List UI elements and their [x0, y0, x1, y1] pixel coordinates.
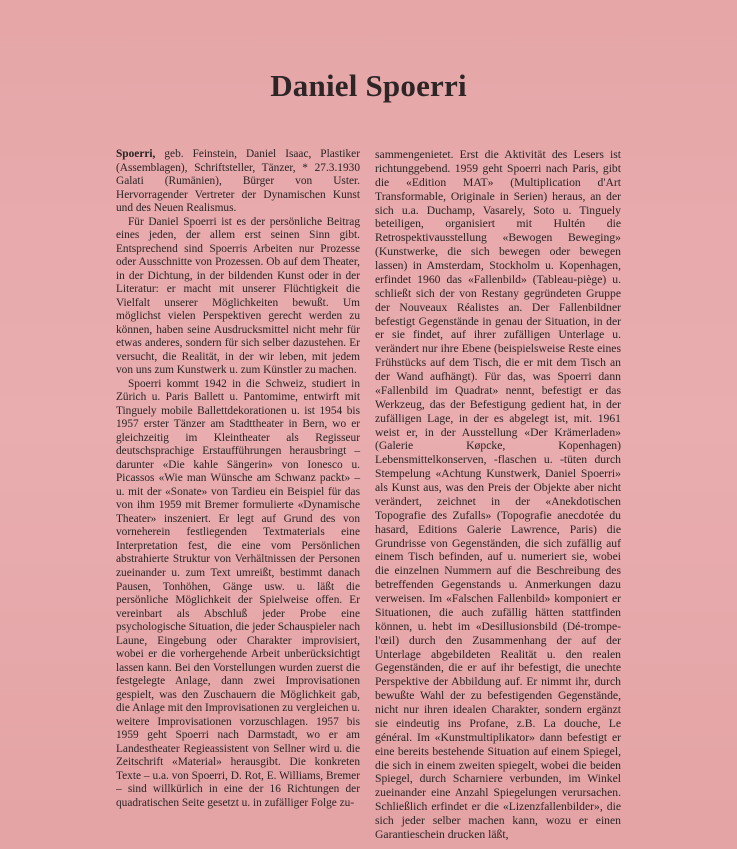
right-text-column — [375, 148, 621, 842]
page-title: Daniel Spoerri — [270, 68, 467, 103]
body-paragraph: Für Daniel Spoerri ist es der persönliche Beitrag eines jeden, der allem erst seinen Sinn gibt. Entsprechend sind Spoerris Arbeiten nur Prozesse oder Ausschnitte von Prozessen. Ob auf dem Theater, in der Dichtung, in der bildenden Kunst oder in der Literatur: er macht mit unserer Flüchtigkeit die Vielfalt unserer Möglichkeiten bewußt. Um möglichst vielen Perspektiven gerecht werden zu können, haben seine Ausdrucksmittel nicht mehr für etwas anderes, sondern für sich selber dazustehen. Er versucht, die Realität, in der wir leben, mit jedem von uns zum Kunstwerk u. zum Künstler zu machen. — [116, 215, 360, 377]
entry-paragraph — [116, 148, 360, 216]
body-paragraph: sammengenietet. Erst die Aktivität des Lesers ist richtunggebend. 1959 geht Spoerri nach Paris, gibt die «Edition MAT» (Multiplication d'Art Transformable, Originale in Serien) heraus, an der sich u.a. Duchamp, Vasarely, Soto u. Tinguely beteiligen, organisiert mit Hultén die Retrospektivausstellung «Bewogen Beweging» (Kunstwerke, die sich bewegen oder bewegen lassen) in Amsterdam, Stockholm u. Kopenhagen, erfindet 1960 das «Fallenbild» (Tableau-piège) u. schließt sich der von Restany gegründeten Gruppe der Nouveaux Réalistes an. Der Fallenbildner befestigt Gegenstände in genau der Situation, in der er sie findet, auf ihrer zufälligen Unterlage u. verändert nur ihre Ebene (beispielsweise Reste eines Frühstücks auf dem Tisch, die er mit dem Tisch an der Wand aufhängt). Für das, was Spoerri dann «Fallenbild im Quadrat» nennt, befestigt er das Werkzeug, das der Befestigung gedient hat, in der zufälligen Lage, in der es abgelegt ist, mit. 1961 weist er, in der Ausstellung «Der Krämerladen» (Galerie Køpcke, Kopenhagen) Lebensmittelkonserven, -flaschen u. -tüten durch Stempelung «Achtung Kunstwerk, Daniel Spoerri» als Kunst aus, was den Preis der Objekte aber nicht verändert, zeichnet in der «Anekdotischen Topografie des Zufalls» (Topografie anecdotée du hasard, Editions Galerie Lawrence, Paris) die Grundrisse von Gegenständen, die sich zufällig auf einem Tisch befinden, auf u. numeriert sie, wobei die einzelnen Nummern auf die Beschreibung des betreffenden Gegenstands u. Anmerkungen dazu verweisen. Im «Falschen Fallenbild» komponiert er Situationen, die auch zufällig hätten stattfinden können, u. hebt im «Desillusionsbild (Dé-trompe-l'œil) durch den Zusammenhang der auf der Unterlage abgebildeten Realität u. den realen Gegenständen, die er auf ihr befestigt, die unechte Perspektive der Abbildung auf. Er nimmt ihr, durch bewußte Wahl der zu befestigenden Gegenstände, nicht nur ihren idealen Charakter, sondern ergänzt sie eindeutig ins Profane, z.B. La douche, Le général. Im «Kunstmultiplikator» dann befestigt er eine bereits bestehende Situation auf einem Spiegel, die sich in einem zweiten spiegelt, wobei die beiden Spiegel, durch Scharniere verbunden, im Winkel zueinander eine Anzahl Spiegelungen verursachen. Schließlich erfindet er die «Lizenzfallenbilder», die sich jeder selber machen kann, wozu er einen Garantieschein drucken läßt, — [375, 148, 621, 841]
body-paragraph: Spoerri kommt 1942 in die Schweiz, studiert in Zürich u. Paris Ballett u. Pantomime, entwirft mit Tinguely mobile Ballettdekorationen u. ist 1954 bis 1957 erster Tänzer am Stadttheater in Bern, wo er gleichzeitig im Kleintheater als Regisseur deutschsprachige Erstaufführungen herausbringt – darunter «Die kahle Sängerin» von Ionesco u. Picassos «Wie man Wünsche am Schwanz packt» – u. mit der «Sonate» von Tardieu ein Beispiel für das von ihm 1959 mit Bremer formulierte «Dynamische Theater» inszeniert. Er legt auf Grund des von vorneherein festliegenden Textmaterials eine Interpretation fest, die eine vom Persönlichen abstrahierte Struktur von Verhältnissen der Personen zueinander u. zum Text umreißt, bestimmt danach Pausen, Tonhöhen, Gänge usw. u. läßt die persönliche Möglichkeit der Spielweise offen. Er vereinbart als Abschluß jeder Probe eine psychologische Situation, die jeder Schauspieler nach Laune, Eingebung oder Charakter improvisiert, wobei er die vorhergehende Arbeit unberücksichtigt lassen kann. Bei den Vorstellungen wurden zuerst die festgelegte Anlage, dann zwei Improvisationen gespielt, was den Zuschauern die Möglichkeit gab, die Anlage mit den Improvisationen zu vergleichen u. weitere Improvisationen vorzuschlagen. 1957 bis 1959 geht Spoerri nach Darmstadt, wo er am Landestheater Regieassistent von Sellner wird u. die Zeitschrift «Material» herausgibt. Die konkreten Texte – u.a. von Spoerri, D. Rot, E. Williams, Bremer – sind willkürlich in eine der 16 Richtungen der quadratischen Seite gesetzt u. in zufälliger Folge zu- — [116, 377, 360, 809]
entry-details: geb. Feinstein, Daniel Isaac, Plastiker (Assemblagen), Schriftsteller, Tänzer, * 27.3.1930 Galati (Rumänien), Bürger von Uster. Hervorragender Vertreter der Dynamischen Kunst und des Neuen Realismus. — [116, 148, 360, 215]
entry-name: Spoerri, — [116, 148, 156, 160]
left-text-column — [116, 148, 360, 810]
